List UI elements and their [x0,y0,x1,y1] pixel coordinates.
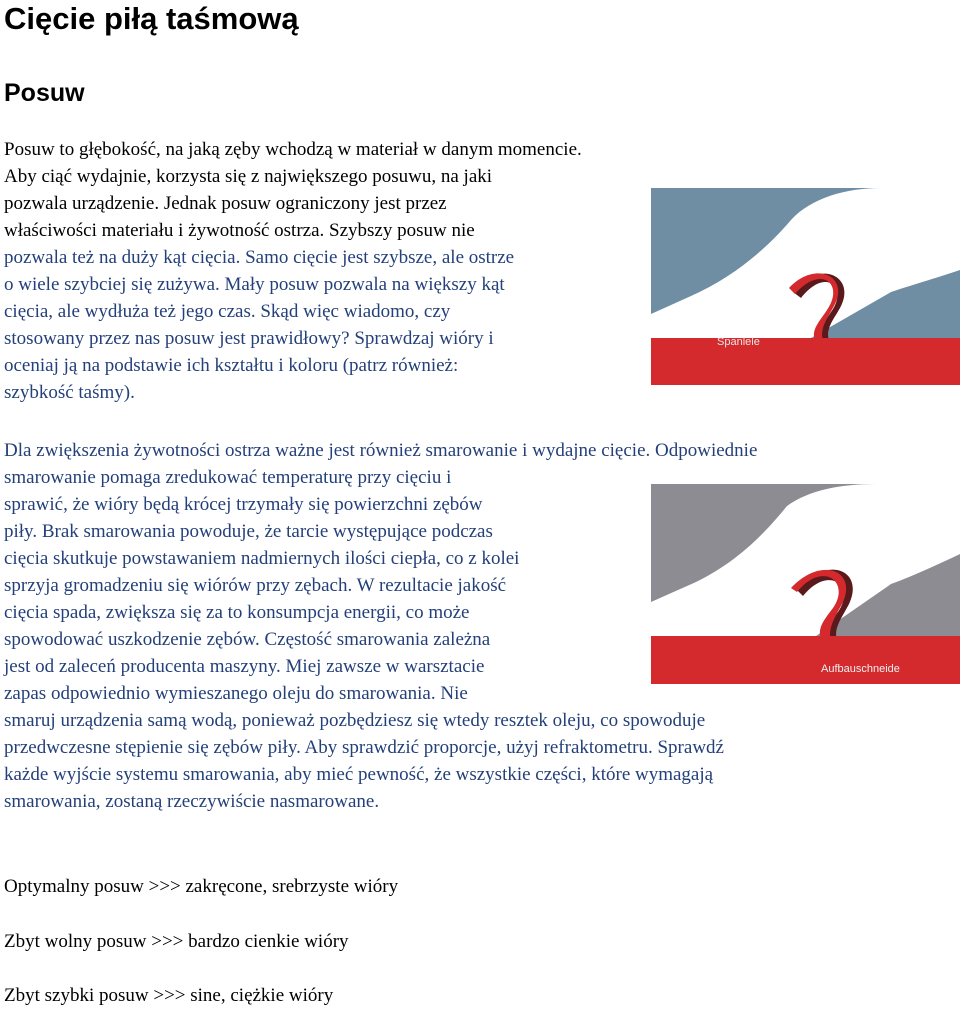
section-heading: Posuw [4,79,85,107]
paragraph-line: cięcia skutkuje powstawaniem nadmiernych ilości ciepła, co z kolei [4,548,520,569]
paragraph-line: smarowania, zostaną rzeczywiście nasmarowane. [4,791,380,812]
paragraph-line: Aby ciąć wydajnie, korzysta się z największego posuwu, na jaki [4,166,493,187]
paragraph-line: sprawić, że wióry będą krócej trzymały się powierzchni zębów [4,494,483,515]
summary-line-too-slow: Zbyt wolny posuw >>> bardzo cienkie wióry [4,931,349,952]
chips-illustration [651,188,960,385]
image-caption: Spanlele [717,336,760,348]
paragraph-line: stosowany przez nas posuw jest prawidłowy? Sprawdzaj wióry i [4,328,494,349]
paragraph-line: jest od zaleceń producenta maszyny. Miej zawsze w warsztacie [4,656,485,677]
chips-illustration-graphic [651,188,960,385]
paragraph-line: smaruj urządzenia samą wodą, ponieważ pozbędziesz się wtedy resztek oleju, co spowoduje [4,710,706,731]
paragraph-line: cięcia spada, zwiększa się za to konsumpcja energii, co może [4,602,470,623]
summary-line-too-fast: Zbyt szybki posuw >>> sine, ciężkie wióry [4,985,334,1006]
paragraph-line: zapas odpowiednio wymieszanego oleju do smarowania. Nie [4,683,468,704]
paragraph-line: przedwczesne stępienie się zębów piły. Aby sprawdzić proporcje, użyj refraktometru. Sprawdź [4,737,724,758]
page-title: Cięcie piłą taśmową [4,1,299,36]
paragraph-line: cięcia, ale wydłuża też jego czas. Skąd więc wiadomo, czy [4,301,451,322]
summary-line-optimal: Optymalny posuw >>> zakręcone, srebrzyste wióry [4,876,399,897]
paragraph-line: sprzyja gromadzeniu się wiórów przy zębach. W rezultacie jakość [4,575,507,596]
paragraph-line: właściwości materiału i żywotność ostrza. Szybszy posuw nie [4,220,475,241]
paragraph-lubrication [4,437,757,815]
paragraph-line: pozwala też na duży kąt cięcia. Samo cięcie jest szybsze, ale ostrze [4,247,515,268]
paragraph-line: Dla zwiększenia żywotności ostrza ważne jest również smarowanie i wydajne cięcie. Odpowiednie [4,440,758,461]
image-caption: Aufbauschneide [821,663,900,675]
paragraph-line: o wiele szybciej się zużywa. Mały posuw pozwala na większy kąt [4,274,505,295]
paragraph-line: Posuw to głębokość, na jaką zęby wchodzą w materiał w danym momencie. [4,139,582,160]
paragraph-feed [4,136,582,406]
paragraph-line: smarowanie pomaga zredukować temperaturę przy cięciu i [4,467,452,488]
paragraph-line: szybkość taśmy). [4,382,135,403]
paragraph-line: oceniaj ją na podstawie ich kształtu i koloru (patrz również: [4,355,459,376]
paragraph-line: pozwala urządzenie. Jednak posuw ograniczony jest przez [4,193,447,214]
paragraph-line: każde wyjście systemu smarowania, aby mieć pewność, że wszystkie części, które wymagają [4,764,714,785]
paragraph-line: spowodować uszkodzenie zębów. Częstość smarowania zależna [4,629,491,650]
paragraph-line: piły. Brak smarowania powoduje, że tarcie występujące podczas [4,521,493,542]
